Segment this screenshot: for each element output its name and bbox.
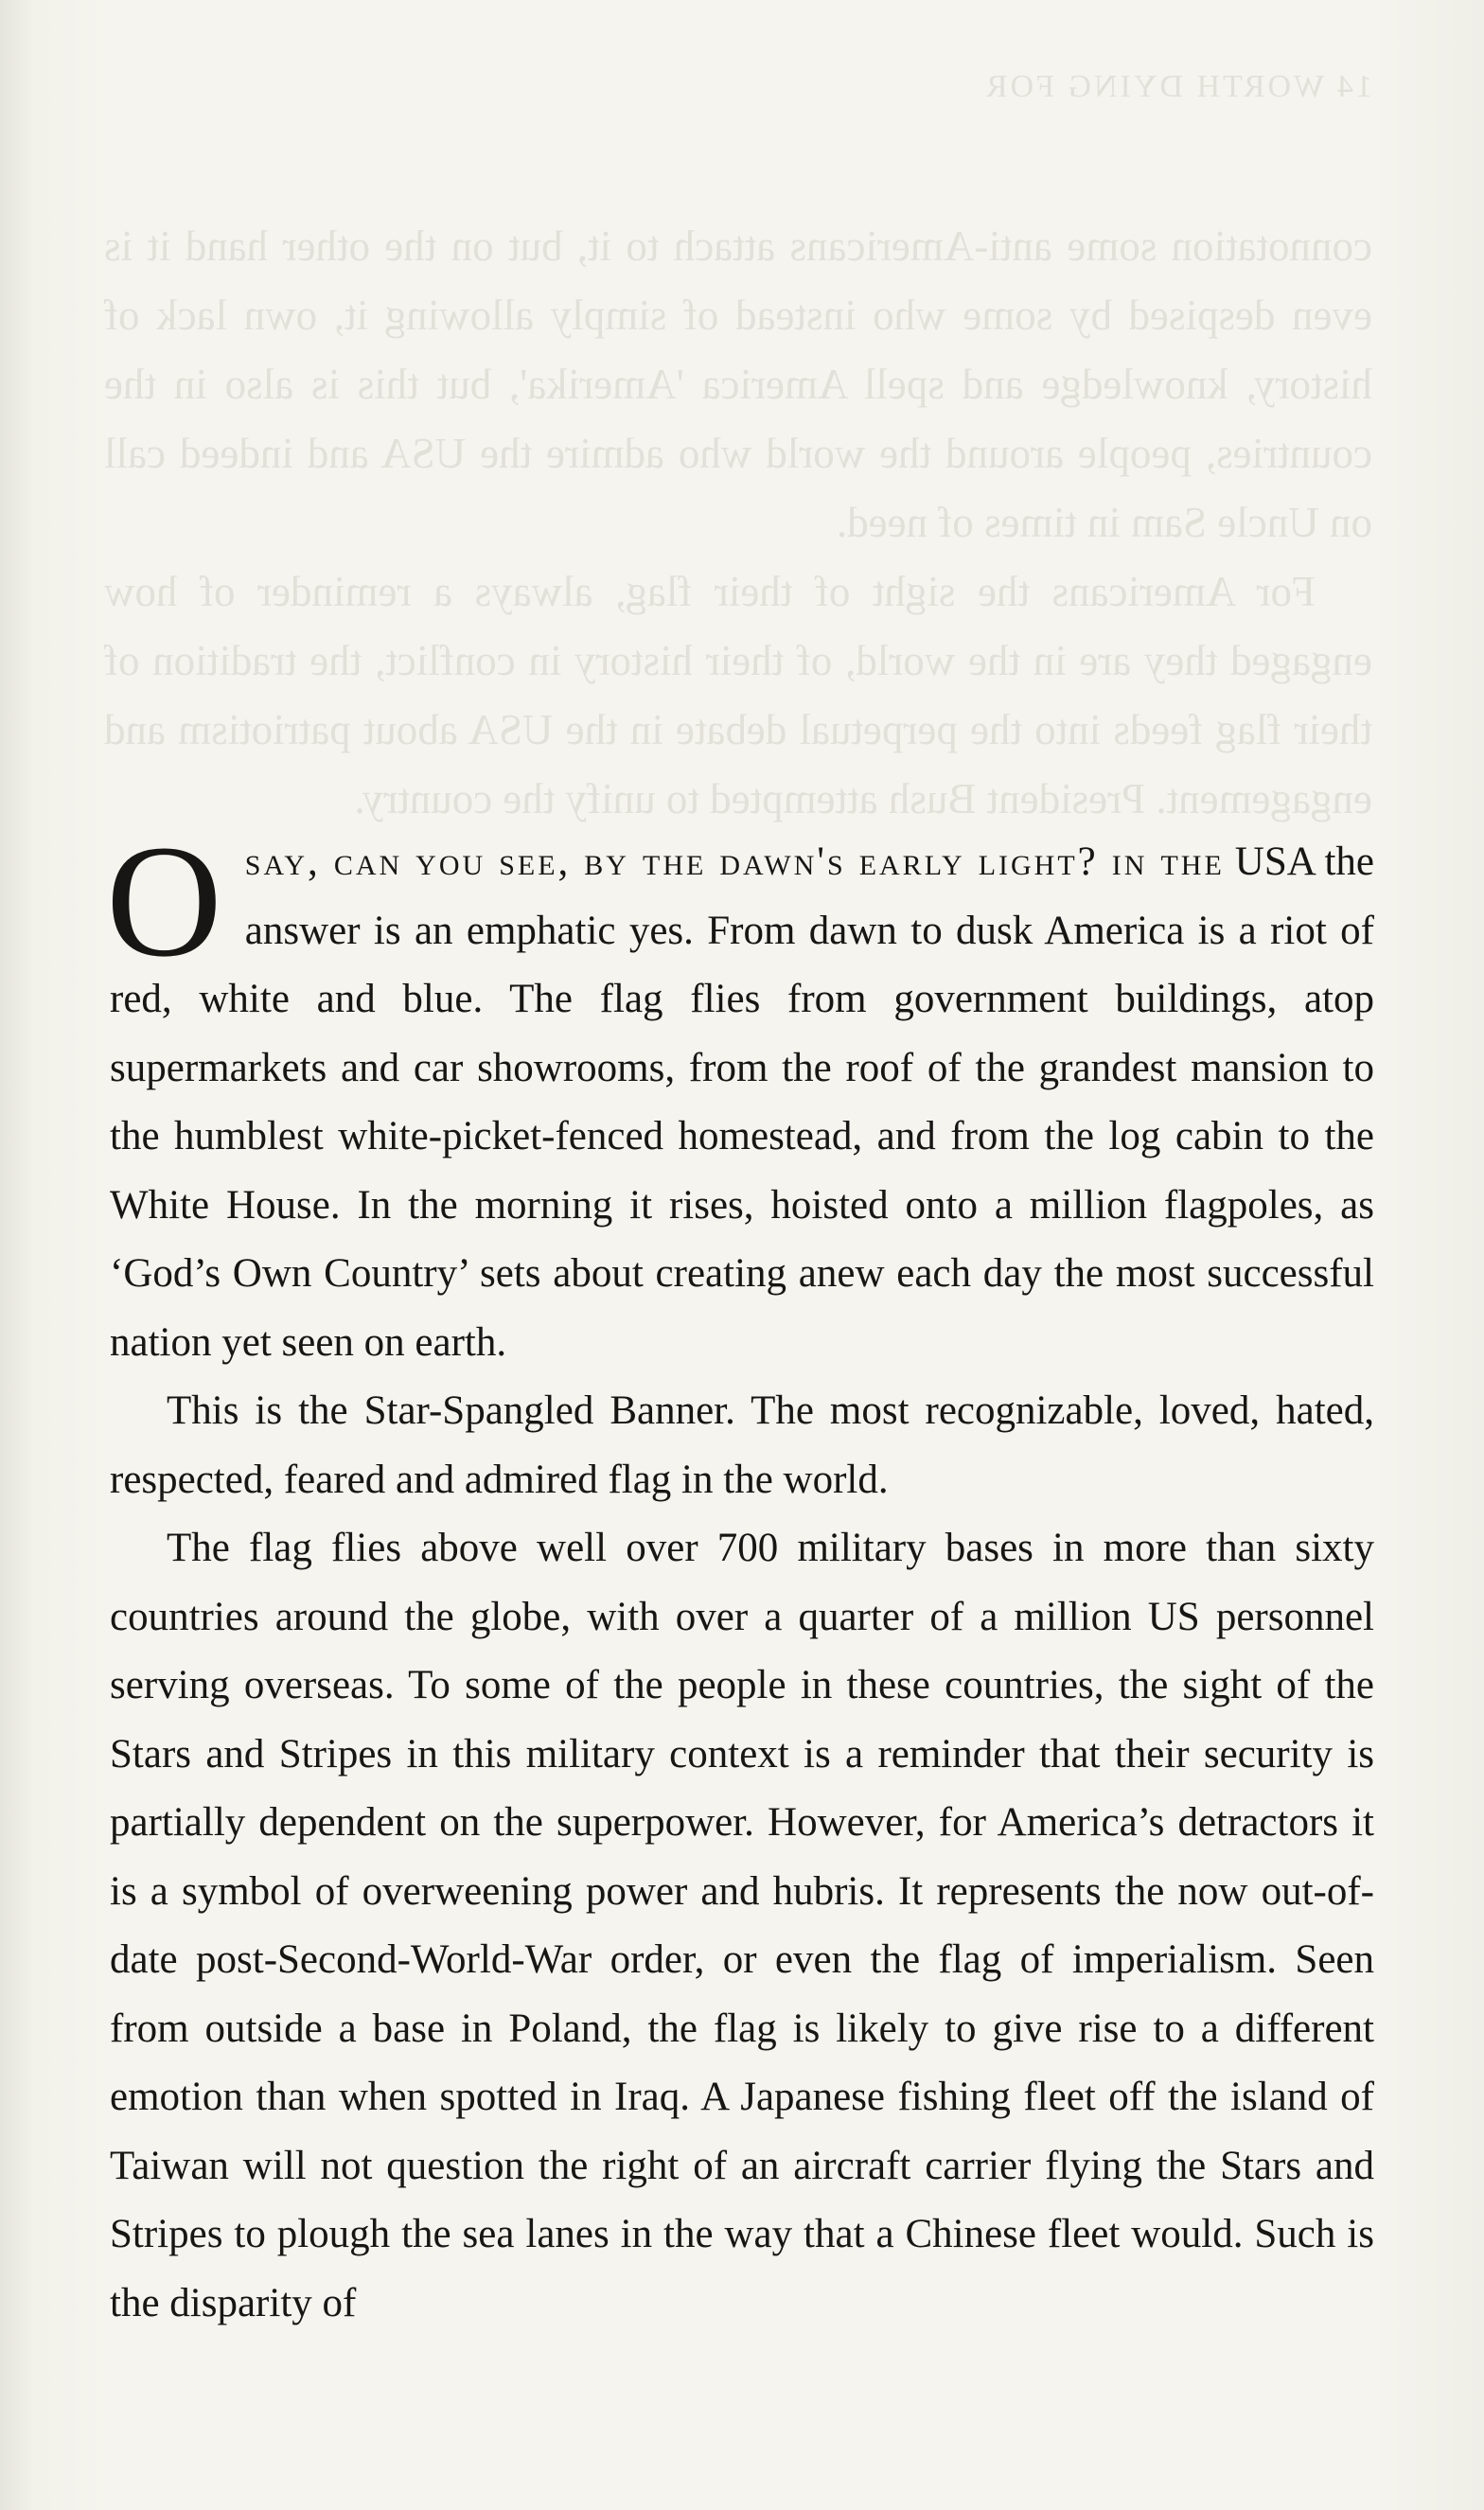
main-text-block xyxy=(106,812,1374,2338)
bleed-through-text xyxy=(104,52,1372,834)
paragraph-1-text: USA the answer is an emphatic yes. From dawn to dusk America is a riot of red, white and blue. The flag flies from government buildings, atop supermarkets and car showrooms, from the roof of the grandest mansion to the humblest white-picket-fenced homestead, and from the log cabin to the White House. In the morning it rises, hoisted onto a million flagpoles, as ‘God’s Own Country’ sets about creating anew each day the most successful nation yet seen on earth. xyxy=(110,840,1374,1365)
drop-cap: O xyxy=(106,812,222,990)
paragraph-military-bases: The flag flies above well over 700 military bases in more than sixty countries around the globe, with over a quarter of a million US personnel serving overseas. To some of the people in these countries, the sight of the Stars and Stripes in this military context is a reminder that their security is partially dependent on the superpower. However, for America’s detractors it is a symbol of overweening power and hubris. It represents the now out-of-date post-Second-World-War order, or even the flag of imperialism. Seen from outside a base in Poland, the flag is likely to give rise to a different emotion than when spotted in Iraq. A Japanese fishing fleet off the island of Taiwan will not question the right of an aircraft carrier flying the Stars and Stripes to plough the sea lanes in the way that a Chinese fleet would. Such is the disparity of xyxy=(110,1526,1374,2325)
paragraph-opening xyxy=(106,812,1374,1377)
bleed-paragraph: connotation some anti-Americans attach to it, but on the other hand it is even despised by some who instead of simply allowing it, own lack of history, knowledge and spell America 'Amerika', but this is also in the countries, people around the world who admire the USA and indeed call on Uncle Sam in times of need. xyxy=(104,222,1372,546)
bleed-paragraph: For Americans the sight of their flag, always a reminder of how engaged they are in the world, of their history in conflict, the tradition of their flag feeds into the perpetual debate in the USA about patriotism and engagement. President Bush attempted to unify the country. xyxy=(104,568,1372,822)
paragraph-star-spangled-banner: This is the Star-Spangled Banner. The most recognizable, loved, hated, respected, feared and admired flag in the world. xyxy=(110,1388,1374,1502)
opening-smallcaps: say, can you see, by the dawn's early light? in the xyxy=(244,840,1225,884)
bleed-running-head: 14 WORTH DYING FOR xyxy=(982,69,1372,104)
